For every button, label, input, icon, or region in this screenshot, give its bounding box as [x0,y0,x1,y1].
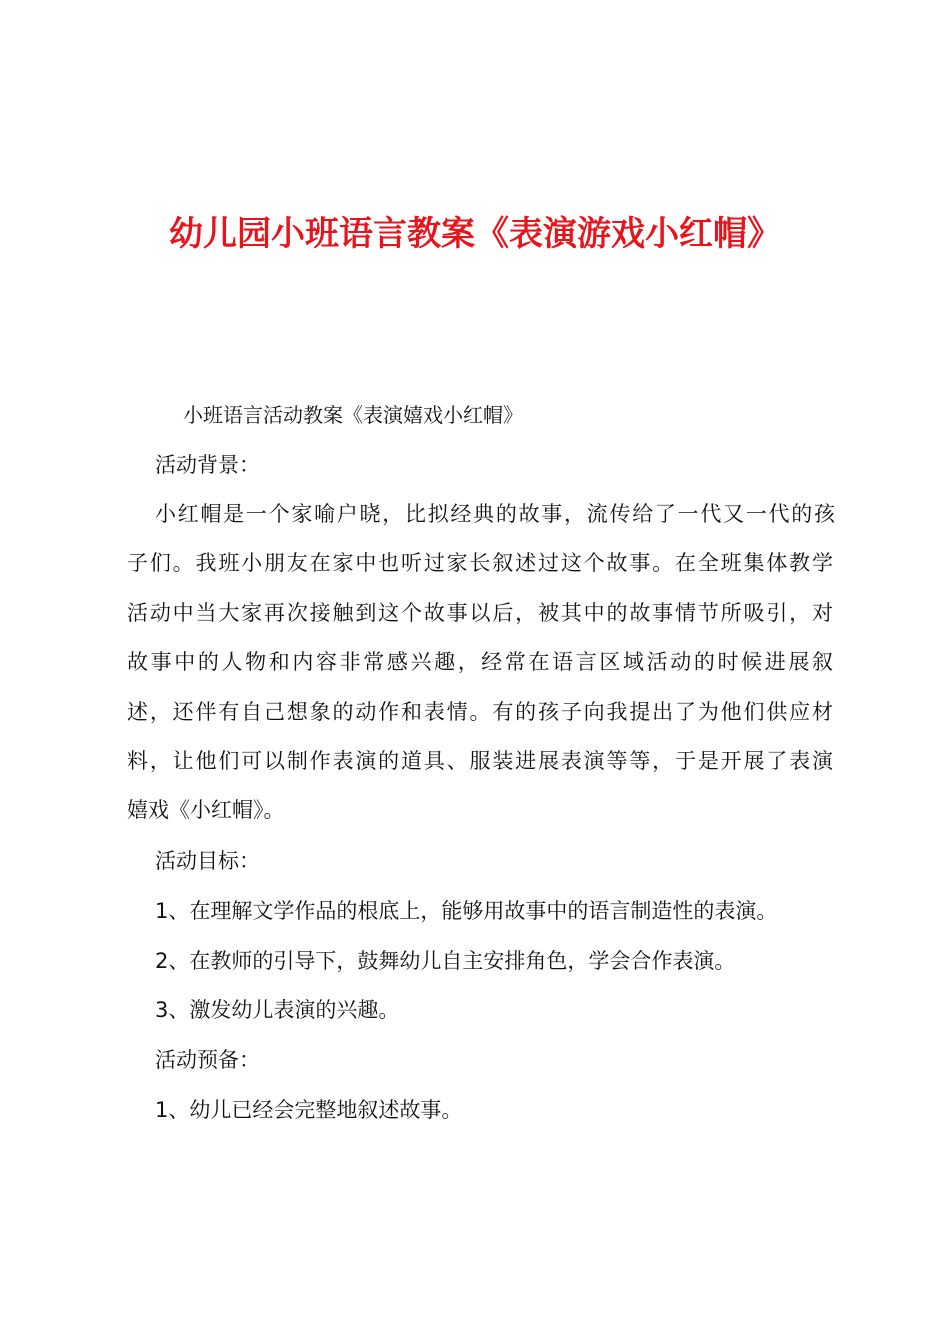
prep-item: 1、幼儿已经会完整地叙述故事。 [155,1098,463,1122]
paragraph-line: 子们。我班小朋友在家中也听过家长叙述过这个故事。在全班集体教学 [127,551,833,575]
background-heading: 活动背景： [155,453,260,477]
paragraph-line: 故事中的人物和内容非常感兴趣，经常在语言区域活动的时候进展叙 [127,650,833,674]
goals-heading: 活动目标： [155,849,260,873]
goal-item: 3、激发幼儿表演的兴趣。 [155,998,400,1022]
goal-item: 2、在教师的引导下，鼓舞幼儿自主安排角色，学会合作表演。 [155,949,736,973]
paragraph-line: 料，让他们可以制作表演的道具、服装进展表演等等，于是开展了表演 [127,749,833,773]
paragraph-line: 述，还伴有自己想象的动作和表情。有的孩子向我提出了为他们供应材 [127,700,833,724]
goal-item: 1、在理解文学作品的根底上，能够用故事中的语言制造性的表演。 [155,899,778,923]
paragraph-line: 嬉戏《小红帽》。 [127,798,285,822]
document-title: 幼儿园小班语言教案《表演游戏小红帽》 [169,214,781,254]
prep-heading: 活动预备： [155,1048,260,1072]
document-subtitle: 小班语言活动教案《表演嬉戏小红帽》 [183,403,523,427]
paragraph-line: 活动中当大家再次接触到这个故事以后，被其中的故事情节所吸引，对 [127,601,833,625]
paragraph-line: 小红帽是一个家喻户晓，比拟经典的故事，流传给了一代又一代的孩 [155,502,835,526]
